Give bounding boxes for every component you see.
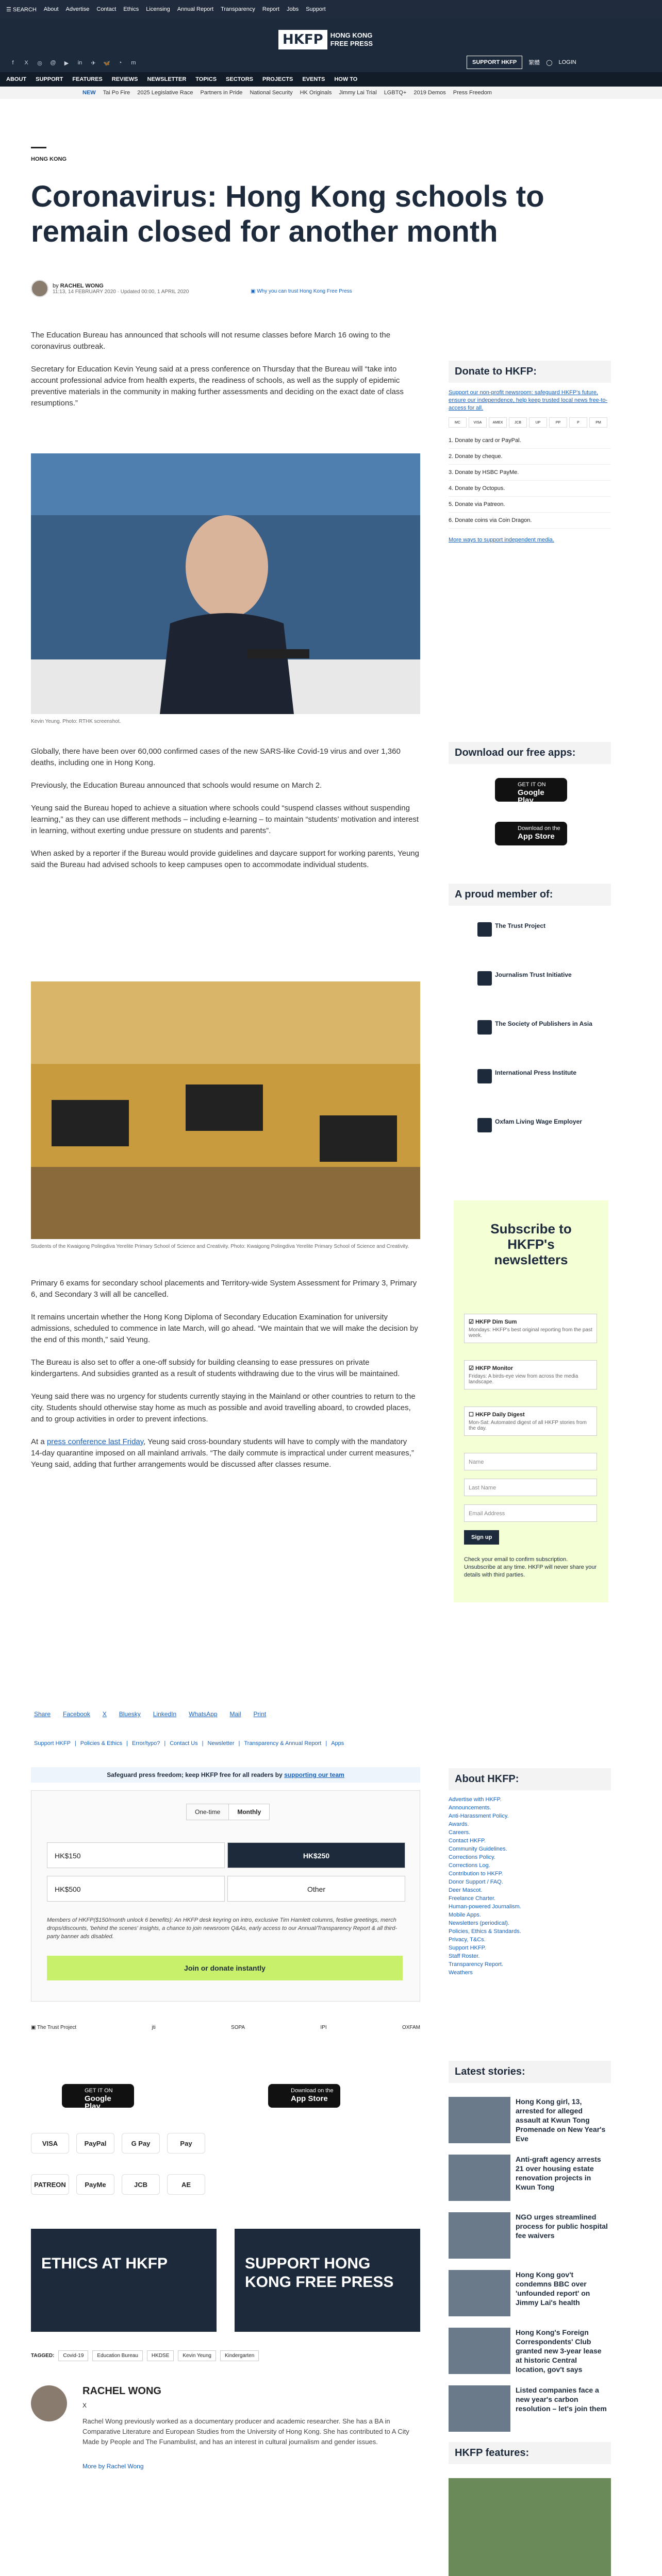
sidebar-heading: Latest stories: <box>449 2061 611 2083</box>
ethics-link[interactable]: Ethics <box>123 6 139 12</box>
footer-link[interactable]: Contact Us <box>170 1740 198 1747</box>
press-conference-link[interactable]: press conference last Friday <box>46 1437 144 1446</box>
payment-logo: G Pay <box>122 2133 160 2154</box>
one-time-tab[interactable]: One-time <box>195 1808 221 1816</box>
feature-story[interactable] <box>449 2478 611 2576</box>
signup-button[interactable]: Sign up <box>464 1530 499 1545</box>
nav-item[interactable]: NEWSLETTER <box>147 76 187 82</box>
latest-story[interactable] <box>449 2212 611 2264</box>
member-logo[interactable] <box>495 1069 576 1076</box>
story-title[interactable]: Listed companies face a new year's carbon resolution – let's join them <box>516 2386 607 2413</box>
trending-link[interactable]: HK Originals <box>300 90 332 96</box>
about-link[interactable]: Weathers <box>449 1970 473 1976</box>
amount-option[interactable]: HK$150 <box>47 1842 225 1868</box>
x-icon[interactable]: X <box>82 2402 87 2409</box>
trending-link[interactable]: National Security <box>250 90 293 96</box>
social-icons <box>9 60 137 67</box>
photo-illustration <box>31 981 420 1239</box>
mastercard-icon: MC <box>449 417 467 428</box>
label: GET IT ON <box>518 782 546 788</box>
payment-logo: PATREON <box>31 2174 69 2195</box>
donate-method[interactable]: 3. Donate by HSBC PayMe. <box>449 465 611 481</box>
story-thumbnail[interactable] <box>449 2270 510 2316</box>
trending-link[interactable]: 2019 Demos <box>413 90 446 96</box>
about-sidebar <box>449 1768 611 1977</box>
about-link[interactable]: Corrections Log. <box>449 1862 490 1869</box>
bluesky-icon[interactable]: 🦋 <box>103 60 110 66</box>
logo-icon <box>477 1069 492 1083</box>
article-body-3 <box>31 1278 420 1482</box>
paragraph <box>31 1436 420 1470</box>
desc: Mondays: HKFP's best original reporting from the past week. <box>469 1327 592 1338</box>
share-bar <box>34 1710 266 1718</box>
patreon-icon: P <box>569 417 587 428</box>
trending-link[interactable]: Tai Po Fire <box>103 90 130 96</box>
payme-icon: PM <box>589 417 607 428</box>
about-link[interactable]: Contact HKFP. <box>449 1838 486 1844</box>
more-by-author-link[interactable]: More by Rachel Wong <box>82 2463 144 2470</box>
feature-image[interactable] <box>449 2478 611 2576</box>
youtube-icon[interactable]: ▶ <box>64 60 69 66</box>
nav-item[interactable]: TOPICS <box>195 76 217 82</box>
footer-link[interactable]: Transparency & Annual Report <box>244 1740 322 1747</box>
newsletter-option[interactable] <box>464 1406 597 1436</box>
payment-logo: Pay <box>167 2133 205 2154</box>
share-2[interactable]: X <box>102 1710 107 1718</box>
about-link[interactable]: Community Guidelines. <box>449 1846 507 1852</box>
checkbox-icon[interactable]: ☑ <box>469 1365 474 1371</box>
member-sidebar <box>449 884 611 906</box>
label: HKFP Monitor <box>475 1365 514 1371</box>
login-link[interactable]: LOGIN <box>558 59 576 65</box>
tagged-label: TAGGED: <box>31 2353 55 2359</box>
footer-link: | <box>164 1740 166 1747</box>
language-toggle[interactable]: 繁體 <box>528 60 540 66</box>
about-link[interactable]: Advertise with HKFP. <box>449 1797 502 1803</box>
support-hkfp-button[interactable]: SUPPORT HKFP <box>467 56 522 69</box>
trending-bar <box>0 87 662 99</box>
threads-icon[interactable]: @ <box>50 60 56 66</box>
x-icon[interactable]: X <box>24 60 28 66</box>
visa-icon: VISA <box>469 417 487 428</box>
photo-illustration <box>31 453 420 714</box>
advertise-link[interactable]: Advertise <box>65 6 90 12</box>
member-name: The Society of Publishers in Asia <box>495 1020 592 1027</box>
article-body-2 <box>31 746 420 882</box>
contact-link[interactable]: Contact <box>96 6 117 12</box>
footer-link[interactable]: Policies & Ethics <box>80 1740 123 1747</box>
share-7[interactable]: Print <box>253 1710 267 1718</box>
amount-option[interactable]: HK$500 <box>47 1876 225 1902</box>
kevin-yeung-photo <box>31 453 420 714</box>
article-footer-links <box>34 1740 344 1747</box>
about-link[interactable]: Mobile Apps. <box>449 1912 481 1918</box>
about-link[interactable]: Anti-Harassment Policy. <box>449 1813 509 1819</box>
author-box-name[interactable]: RACHEL WONG <box>82 2385 161 2397</box>
label: Download on the <box>291 2088 334 2094</box>
trending-link[interactable]: Jimmy Lai Trial <box>339 90 377 96</box>
apps-sidebar <box>449 742 611 764</box>
google-play-button[interactable] <box>62 2084 134 2111</box>
newsletter-box <box>454 1200 608 1602</box>
trending-link[interactable]: Press Freedom <box>453 90 492 96</box>
sopa-logo: SOPA <box>231 2025 245 2030</box>
label: Download on the <box>518 825 560 832</box>
top-utility-bar <box>0 0 662 19</box>
label: GET IT ON <box>85 2088 113 2094</box>
trending-link[interactable]: 2025 Legislative Race <box>137 90 193 96</box>
story-thumbnail[interactable] <box>449 2328 510 2374</box>
footer-link: | <box>238 1740 240 1747</box>
publish-date: 11:13, 14 FEBRUARY 2020 · Updated 00:00, 1 APRIL 2020 <box>53 289 189 295</box>
logo-text: HONG KONG FREE PRESS <box>330 31 373 47</box>
nav-item[interactable]: PROJECTS <box>262 76 293 82</box>
search-link[interactable]: ☰ SEARCH <box>6 7 37 13</box>
category-kicker[interactable]: HONG KONG <box>31 156 67 162</box>
trending-link[interactable]: Partners in Pride <box>200 90 243 96</box>
nav-item[interactable]: EVENTS <box>302 76 325 82</box>
oxfam-logo: OXFAM <box>402 2025 420 2030</box>
sidebar-heading: About HKFP: <box>449 1768 611 1790</box>
story-title[interactable]: Hong Kong girl, 13, arrested for alleged assault at Kwun Tong Promenade on New Year's Eve <box>516 2097 606 2143</box>
donate-intro[interactable]: Support our non-profit newsroom: safeguard HKFP's future, ensure our independence, help keep trusted local news free-to-access for all. <box>449 389 608 411</box>
newsletter-option[interactable] <box>464 1314 597 1343</box>
paragraph: Yeung said the Bureau hoped to achieve a situation where schools could “suspend classes without suspending learning,” as they can use different methods – including e-learning – to maintain “students’ motivation and interest in learning, without exerting undue pressure on students and parents”. <box>31 804 419 835</box>
trending-link[interactable]: LGBTQ+ <box>384 90 407 96</box>
story-title[interactable]: NGO urges streamlined process for public hospital fee waivers <box>516 2213 608 2240</box>
about-link[interactable]: Staff Roster. <box>449 1953 480 1959</box>
paragraph: The Bureau is also set to offer a one-off subsidy for building cleansing to ease pressures on private kindergartens. And subsidies granted as a result of students withdrawing due to the virus will be maintained. <box>31 1358 400 1378</box>
footer-link[interactable]: Apps <box>331 1740 344 1747</box>
logo-mark: HKFP <box>278 30 327 49</box>
support-link[interactable]: Support <box>306 6 326 12</box>
label: App Store <box>291 2094 328 2103</box>
latest-story[interactable] <box>449 2328 611 2379</box>
share-1[interactable]: Facebook <box>63 1710 90 1718</box>
story-thumbnail[interactable] <box>449 2212 510 2259</box>
by-label: by <box>53 282 59 289</box>
jti-logo: jti <box>152 2025 156 2030</box>
linkedin-icon[interactable]: in <box>77 60 82 66</box>
latest-story[interactable] <box>449 2097 611 2148</box>
donate-method[interactable]: 5. Donate via Patreon. <box>449 497 611 513</box>
jcb-icon: JCB <box>509 417 527 428</box>
footer-link: | <box>126 1740 128 1747</box>
tag-chip[interactable]: Kindergarten <box>220 2350 259 2361</box>
member-name: Journalism Trust Initiative <box>495 971 572 978</box>
ethics-promo[interactable]: ETHICS AT HKFP <box>31 2229 217 2332</box>
about-link[interactable]: Awards. <box>449 1821 469 1827</box>
ipi-logo: IPI <box>320 2025 327 2030</box>
paypal-icon: PP <box>549 417 567 428</box>
label: Google Play <box>85 2094 111 2111</box>
author-avatar[interactable] <box>31 2385 67 2421</box>
supporting-team-link[interactable]: supporting our team <box>284 1771 344 1778</box>
label: Google Play <box>518 788 544 805</box>
about-link[interactable]: Transparency Report. <box>449 1961 503 1968</box>
footer-link[interactable]: Support HKFP <box>34 1740 71 1747</box>
tag-chip[interactable]: HKDSE <box>147 2350 174 2361</box>
share-5[interactable]: WhatsApp <box>189 1710 218 1718</box>
text: Safeguard press freedom; keep HKFP free for all readers by <box>107 1771 283 1778</box>
donate-methods <box>449 433 611 529</box>
payment-logo: AE <box>167 2174 205 2195</box>
about-link[interactable]: Careers. <box>449 1829 471 1836</box>
amount-other[interactable]: Other <box>227 1876 405 1902</box>
paragraph: Primary 6 exams for secondary school placements and Territory-wide System Assessment for Primary 3, Primary 6, and Secondary 3 will all be cancelled. <box>31 1279 417 1299</box>
donate-method[interactable]: 4. Donate by Octopus. <box>449 481 611 497</box>
trust-project-logo: ▣ The Trust Project <box>31 2025 77 2030</box>
sidebar-heading: Download our free apps: <box>449 742 611 764</box>
author-name[interactable]: RACHEL WONG <box>60 282 104 289</box>
footer-link[interactable]: Error/typo? <box>131 1740 160 1747</box>
main-nav <box>0 72 662 87</box>
story-thumbnail[interactable] <box>449 2097 510 2143</box>
unionpay-icon: UP <box>529 417 547 428</box>
sidebar-heading: A proud member of: <box>449 884 611 906</box>
instagram-icon[interactable]: ◎ <box>37 60 42 66</box>
donate-method[interactable]: 6. Donate coins via Coin Dragon. <box>449 513 611 529</box>
logo-icon <box>477 1020 492 1035</box>
paragraph: It remains uncertain whether the Hong Kong Diploma of Secondary Education Examination for university admissions, scheduled to commence in late March, will go ahead. “We maintain that we will make the decision by the end of this month,” said Yeung. <box>31 1313 418 1344</box>
search-label: SEARCH <box>12 7 37 13</box>
story-thumbnail[interactable] <box>449 2155 510 2201</box>
newsletter-title: Subscribe to HKFP's newsletters <box>490 1221 572 1267</box>
author-avatar[interactable] <box>31 280 48 297</box>
sidebar-heading: Donate to HKFP: <box>449 361 611 383</box>
app-store-button[interactable] <box>268 2084 340 2108</box>
share-3[interactable]: Bluesky <box>119 1710 141 1718</box>
about-link[interactable]: Deer Mascot. <box>449 1887 483 1893</box>
about-link[interactable]: About <box>43 6 59 12</box>
payment-logo: PayPal <box>76 2133 114 2154</box>
membership-benefits: Members of HKFP($150/month unlock 6 benefits): An HKFP desk keyring on intro, exclusive Tim Hamlett columns, festive greetings, merch drops/discounts, 'behind the scenes' insights, a chance to join newsroom Q&As, early access to our Annual/Transparency Report & all third-party banner ads disabled. <box>47 1917 398 1940</box>
about-link[interactable]: Contribution to HKFP. <box>449 1871 503 1877</box>
member-logo[interactable] <box>495 922 545 929</box>
label: App Store <box>518 832 555 841</box>
nav-item[interactable]: SECTORS <box>226 76 254 82</box>
share-6[interactable]: Mail <box>229 1710 241 1718</box>
telegram-icon[interactable]: ✈ <box>91 60 96 66</box>
member-logo[interactable] <box>495 1118 582 1125</box>
tag-list <box>31 2350 259 2361</box>
member-name: Oxfam Living Wage Employer <box>495 1118 582 1125</box>
paragraph: When asked by a reporter if the Bureau would provide guidelines and daycare support for working parents, Yeung said the Bureau had advised schools to keep campuses open to accommodate individual students. <box>31 849 419 869</box>
payment-icons <box>449 417 611 428</box>
email-input[interactable]: Email Address <box>464 1504 597 1522</box>
member-logo-strip <box>31 2025 420 2030</box>
about-link[interactable]: Announcements. <box>449 1805 491 1811</box>
author-bio: Rachel Wong previously worked as a documentary producer and academic researcher. She has a BA in Comparative Literature and European Studies from the University of Hong Kong. She has contributed to A City Made by People and The Funambulist, and has an interest in cultural journalism and gender issues. <box>82 2417 409 2446</box>
desc: Mon-Sat: Automated digest of all HKFP stories from the day. <box>469 1420 587 1431</box>
annual-report-link[interactable]: Annual Report <box>177 6 214 12</box>
latest-sidebar <box>449 2061 611 2083</box>
kicker-rule <box>31 147 46 148</box>
site-logo[interactable] <box>278 27 384 53</box>
features-sidebar <box>449 2442 611 2464</box>
member-name: The Trust Project <box>495 922 546 929</box>
nav-item[interactable]: FEATURES <box>72 76 103 82</box>
payment-logo: JCB <box>122 2174 160 2195</box>
latest-story[interactable] <box>449 2155 611 2206</box>
rss-icon[interactable]: ◔ <box>118 60 122 66</box>
nav-item[interactable]: ABOUT <box>6 76 27 82</box>
frequency-toggle <box>186 1804 270 1820</box>
story-title[interactable]: Anti-graft agency arrests 21 over housing estate renovation projects in Kwun Tong <box>516 2155 601 2191</box>
member-name: International Press Institute <box>495 1069 577 1076</box>
story-title[interactable]: Hong Kong gov't condemns BBC over 'unfounded report' on Jimmy Lai's health <box>516 2270 590 2307</box>
label: HKFP Daily Digest <box>475 1412 525 1418</box>
article-body-1 <box>31 330 420 420</box>
footer-link: | <box>325 1740 327 1747</box>
support-promo[interactable]: SUPPORT HONG KONG FREE PRESS <box>235 2229 420 2332</box>
join-donate-button[interactable]: Join or donate instantly <box>47 1956 403 1980</box>
transparency-link[interactable]: Transparency <box>221 6 255 12</box>
latest-story[interactable] <box>449 2385 611 2437</box>
user-icon[interactable]: ◯ <box>546 59 553 66</box>
tag-chip[interactable]: Covid-19 <box>58 2350 88 2361</box>
licensing-link[interactable]: Licensing <box>146 6 170 12</box>
google-play-button[interactable] <box>495 778 567 805</box>
payment-methods <box>31 2133 205 2154</box>
more-ways-link[interactable]: More ways to support independent media. <box>449 537 554 543</box>
about-link[interactable]: Human-powered Journalism. <box>449 1904 521 1910</box>
photo-caption: Kevin Yeung. Photo: RTHK screenshot. <box>31 719 121 724</box>
nav-item[interactable]: SUPPORT <box>36 76 63 82</box>
desc: Fridays: A birds-eye view from across the media landscape. <box>469 1374 578 1385</box>
label: HKFP Dim Sum <box>475 1319 517 1325</box>
first-name-input[interactable]: Name <box>464 1453 597 1470</box>
logo-icon <box>477 922 492 937</box>
member-logo[interactable] <box>495 971 572 978</box>
about-link[interactable]: Corrections Policy. <box>449 1854 495 1860</box>
share-4[interactable]: LinkedIn <box>153 1710 177 1718</box>
byline <box>31 278 189 299</box>
latest-story[interactable] <box>449 2270 611 2321</box>
checkbox-icon[interactable]: ☑ <box>469 1319 474 1325</box>
text: At a <box>31 1437 45 1446</box>
payment-logo: PayMe <box>76 2174 114 2195</box>
article-title: Coronavirus: Hong Kong schools to remain closed for another month <box>31 180 544 248</box>
paragraph: Yeung said there was no urgency for students currently staying in the Mainland or other countries to return to the city. Students should otherwise stay home as much as possible and avoid travelling aboard, to crowded places, and to group activities in order to prevent infections. <box>31 1392 416 1423</box>
footer-link[interactable]: Newsletter <box>207 1740 235 1747</box>
sidebar-heading: HKFP features: <box>449 2442 611 2464</box>
logo-icon <box>477 1118 492 1132</box>
report-link[interactable]: Report <box>262 6 279 12</box>
classroom-photo <box>31 981 420 1239</box>
about-link[interactable]: Policies, Ethics & Standards. <box>449 1928 521 1935</box>
paragraph: Secretary for Education Kevin Yeung said at a press conference on Thursday that the Bureau will “take into account professional advice from health experts, the readiness of schools, as well as the supply of epidemic preventive materials in the community in making further assessments and deciding on the exact date of class resumptions.” <box>31 365 404 408</box>
checkbox-icon[interactable]: ☐ <box>469 1412 474 1418</box>
nav-item[interactable]: REVIEWS <box>111 76 138 82</box>
trust-link-label: Why you can trust Hong Kong Free Press <box>257 289 352 294</box>
footer-link: | <box>202 1740 204 1747</box>
payment-logo: VISA <box>31 2133 69 2154</box>
paragraph: Globally, there have been over 60,000 confirmed cases of the new SARS-like Covid-19 virus and over 1,360 deaths, including one in Hong Kong. <box>31 747 401 767</box>
newsletter-note: Check your email to confirm subscription. Unsubscribe at any time. HKFP will never share your details with third parties. <box>464 1556 597 1578</box>
donate-sidebar <box>449 361 611 543</box>
about-link[interactable]: Support HKFP. <box>449 1945 486 1951</box>
tag-chip[interactable]: Kevin Yeung <box>178 2350 216 2361</box>
jobs-link[interactable]: Jobs <box>286 6 299 12</box>
trust-link[interactable]: ▣ Why you can trust Hong Kong Free Press <box>251 289 352 294</box>
donate-method[interactable]: 2. Donate by cheque. <box>449 449 611 465</box>
paragraph: Previously, the Education Bureau announced that schools would resume on March 2. <box>31 781 322 790</box>
about-link[interactable]: Privacy, T&Cs. <box>449 1937 486 1943</box>
donate-method[interactable]: 1. Donate by card or PayPal. <box>449 433 611 449</box>
about-link[interactable]: Donor Support / FAQ. <box>449 1879 503 1885</box>
paragraph: The Education Bureau has announced that schools will not resume classes before March 16 owing to the coronavirus outbreak. <box>31 331 391 351</box>
safeguard-banner <box>31 1767 420 1783</box>
nav-item[interactable]: HOW TO <box>334 76 358 82</box>
payment-methods <box>31 2174 205 2195</box>
about-link[interactable]: Freelance Charter. <box>449 1895 496 1902</box>
story-title[interactable]: Hong Kong's Foreign Correspondents' Club granted new 3-year lease at historic Central location, gov't says <box>516 2328 602 2374</box>
facebook-icon[interactable]: f <box>12 60 14 66</box>
photo-caption: Students of the Kwaigong Polingdiva Yerelite Primary School of Science and Creativity. Photo: Kwaigong Polingdiva Yerelite Primary School of Science and Creativity. <box>31 1244 409 1249</box>
last-name-input[interactable]: Last Name <box>464 1479 597 1496</box>
tag-chip[interactable]: Education Bureau <box>92 2350 143 2361</box>
footer-link: | <box>74 1740 76 1747</box>
app-store-button[interactable] <box>495 822 567 845</box>
member-logo[interactable] <box>495 1020 592 1027</box>
donation-widget <box>31 1790 420 2002</box>
monthly-tab[interactable]: Monthly <box>228 1804 269 1820</box>
story-thumbnail[interactable] <box>449 2385 510 2432</box>
newsletter-option[interactable] <box>464 1360 597 1389</box>
amex-icon: AMEX <box>489 417 507 428</box>
mastodon-icon[interactable]: m <box>131 60 136 66</box>
text: , Yeung said cross-boundary students will have to comply with the mandatory 14-day quarantine imposed on all mainland arrivals. “The daily commute is impractical under current measures,” Yeung said, adding that further arrangements would be discussed after classes resume. <box>31 1437 414 1469</box>
share-0: Share <box>34 1710 51 1718</box>
about-link[interactable]: Newsletters (periodical). <box>449 1920 509 1926</box>
amount-option-selected[interactable]: HK$250 <box>227 1842 405 1868</box>
new-badge: NEW <box>82 90 96 96</box>
logo-icon <box>477 971 492 986</box>
